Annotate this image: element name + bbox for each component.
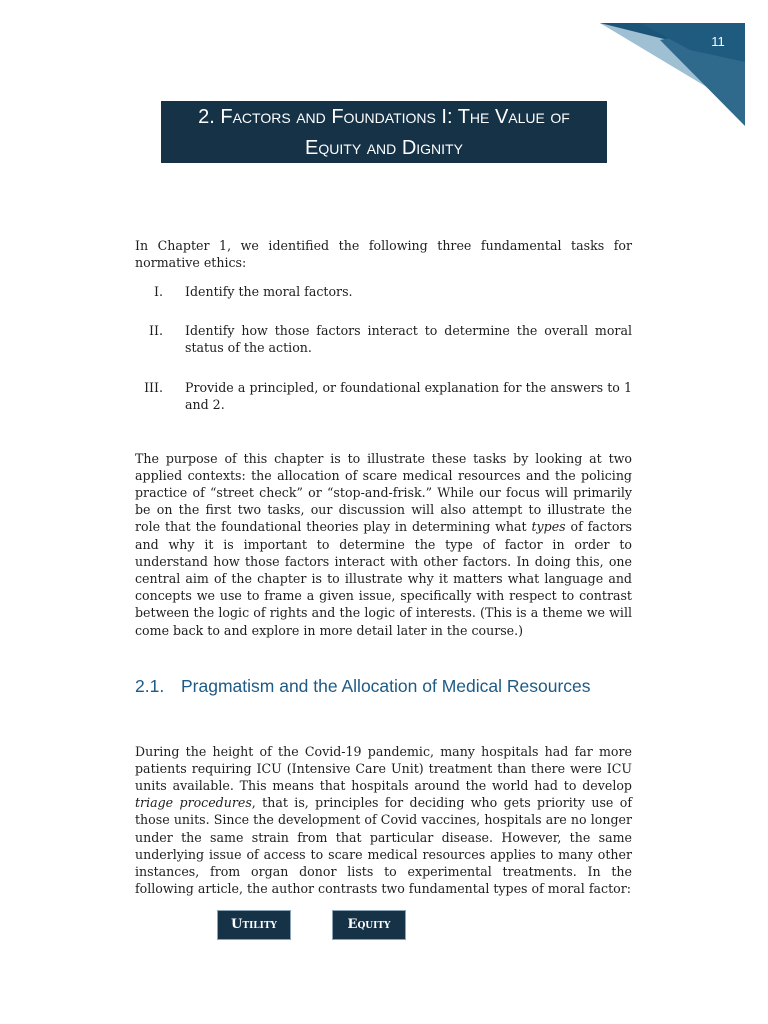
list-item-number: II.	[149, 323, 163, 339]
list-item	[135, 322, 632, 356]
purpose-text-2: of factors and why it is important to determine the type of factor in order to understand how those factors interact with other factors. In doing this, one central aim of the chapter is to illustrate why it matters what language and concepts we use to frame a given issue, specifically with respect to contrast between the logic of rights and the logic of interests. (This is a theme we will come back to and explore in more detail later in the course.)	[135, 519, 632, 638]
covid-text-2: , that is, principles for deciding who gets priority use of those units. Since the development of Covid vaccines, hospitals are no longer under the same strain from that particular disease. However, the same underlying issue of access to scare medical resources applies to many other instances, from organ donor lists to experimental treatments. In the following article, the author contrasts two fundamental types of moral factor:	[135, 795, 632, 897]
equity-tag: Equity	[332, 910, 406, 940]
page-number: 11	[711, 34, 725, 49]
task-list	[135, 283, 632, 413]
purpose-text-1: The purpose of this chapter is to illustrate these tasks by looking at two applied contexts: the allocation of scare medical resources and the policing practice of “street check” or “stop-and-frisk.” While our focus will primarily be on the first two tasks, our discussion will also attempt to illustrate the role that the foundational theories play in determining what	[135, 450, 632, 535]
covid-italic: triage procedures	[135, 795, 252, 811]
purpose-paragraph	[135, 450, 632, 639]
intro-paragraph: In Chapter 1, we identified the following three fundamental tasks for normative ethics:	[135, 237, 632, 270]
covid-paragraph	[135, 743, 632, 898]
list-item-number: III.	[144, 379, 163, 395]
list-item-text: Provide a principled, or foundational explanation for the answers to 1 and 2.	[185, 379, 632, 412]
section-title: Pragmatism and the Allocation of Medical Resources	[181, 676, 591, 696]
section-heading	[135, 676, 655, 697]
utility-tag: Utility	[217, 910, 291, 940]
chapter-title-line1: 2. Factors and Foundations I: The Value of	[198, 106, 570, 128]
list-item-text: Identify how those factors interact to determine the overall moral status of the action.	[185, 323, 632, 356]
list-item	[135, 283, 632, 300]
covid-text-1: During the height of the Covid-19 pandemic, many hospitals had far more patients requiring ICU (Intensive Care Unit) treatment than there were ICU units available. This means that hospitals around the world had to develop	[135, 743, 632, 793]
section-number: 2.1.	[135, 676, 165, 696]
purpose-italic: types	[531, 519, 566, 535]
list-item	[135, 379, 632, 413]
list-item-number: I.	[154, 284, 163, 299]
chapter-title-line2: Equity and Dignity	[305, 137, 463, 159]
chapter-title	[161, 101, 607, 163]
list-item-text: Identify the moral factors.	[185, 284, 353, 299]
